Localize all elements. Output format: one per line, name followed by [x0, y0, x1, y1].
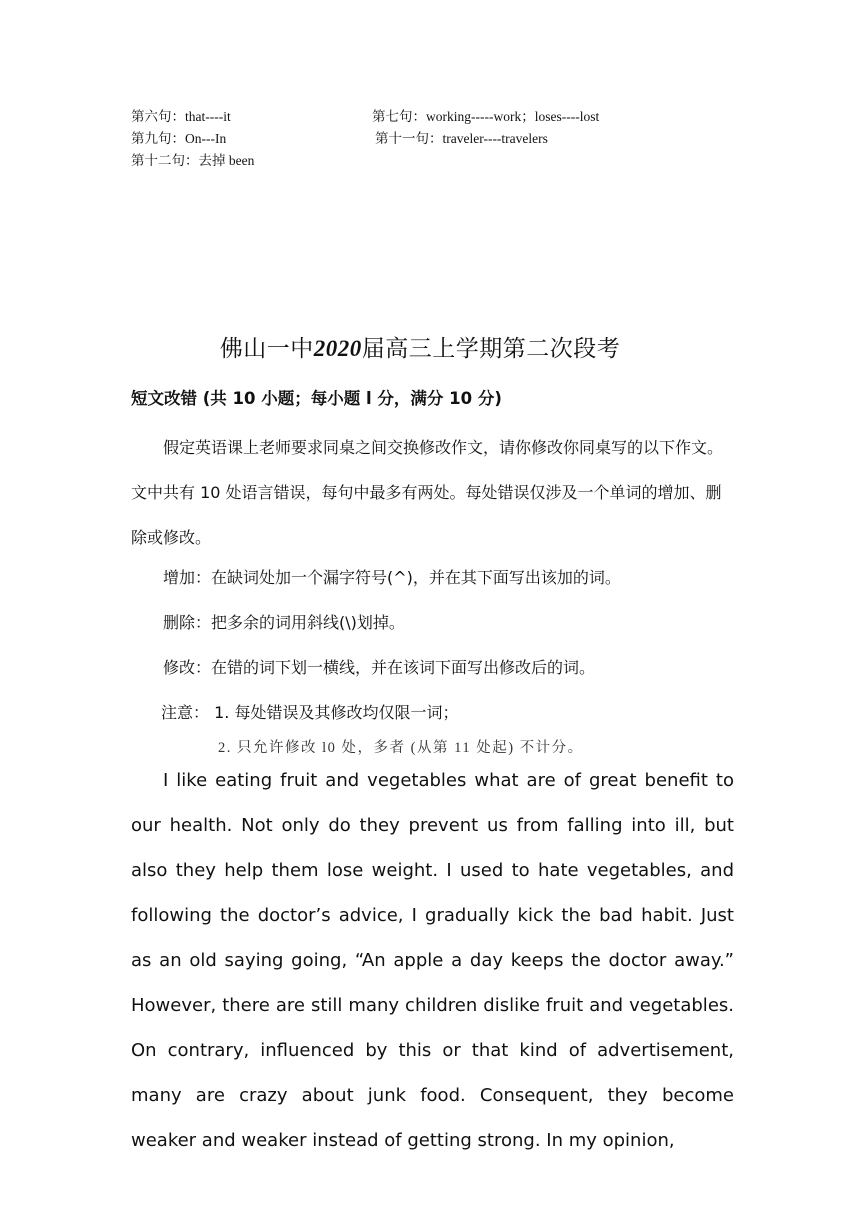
page-title: [0, 330, 840, 363]
instruction-add: [131, 565, 736, 588]
answer-row-3: [131, 150, 254, 172]
answer-key: [131, 106, 600, 172]
title-prefix: 佛山一中: [219, 336, 314, 362]
answer-sentence-11: 第十一句：traveler----travelers: [375, 131, 548, 146]
instructions-intro: [131, 425, 736, 560]
intro-paragraph: 假定英语课上老师要求同桌之间交换修改作文，请你修改你同桌写的以下作文。文中共有 10 处语言错误，每句中最多有两处。每处错误仅涉及一个单词的增加、删除或修改。: [131, 438, 724, 547]
essay-passage: [131, 758, 734, 1163]
note-1: 注意： 1. 每处错误及其修改均仅限一词；: [161, 703, 459, 722]
note-2: 2. 只允许修改 l0 处，多者 (从第 11 处起) 不计分。: [218, 740, 584, 756]
essay-text: I like eating fruit and vegetables what are of great benefit to our health. Not only do they prevent us from falling into ill, but also they help them lose weight. I used to hate vegetables, and following the doctor’s advice, I gradually kick the bad habit. Just as an old saying going, “An apple a day keeps the doctor away.” However, there are still many children dislike fruit and vegetables. On contrary, influenced by this or that kind of advertisement, many are crazy about junk food. Consequent, they become weaker and weaker instead of getting strong. In my opinion,: [131, 770, 734, 1151]
answer-sentence-6: 第六句：that----it: [131, 109, 231, 124]
delete-rule: 删除：把多余的词用斜线(\)划掉。: [163, 613, 405, 632]
modify-rule: 修改：在错的词下划一横线，并在该词下面写出修改后的词。: [163, 658, 596, 677]
add-rule: 增加：在缺词处加一个漏字符号(^)，并在其下面写出该加的词。: [163, 568, 621, 587]
section-heading: 短文改错 (共 10 小题；每小题 l 分，满分 10 分): [131, 389, 502, 408]
title-year: 2020: [313, 336, 362, 361]
answer-row-2: [131, 128, 548, 150]
title-suffix: 届高三上学期第二次段考: [361, 336, 621, 362]
answer-sentence-9: 第九句：On---In: [131, 131, 227, 146]
answer-sentence-12: 第十二句：去掉 been: [131, 153, 255, 168]
instruction-delete: [131, 610, 736, 633]
instruction-modify: [131, 655, 736, 678]
answer-sentence-7: 第七句：working-----work；loses----lost: [372, 109, 600, 124]
answer-row-1: [131, 106, 600, 128]
